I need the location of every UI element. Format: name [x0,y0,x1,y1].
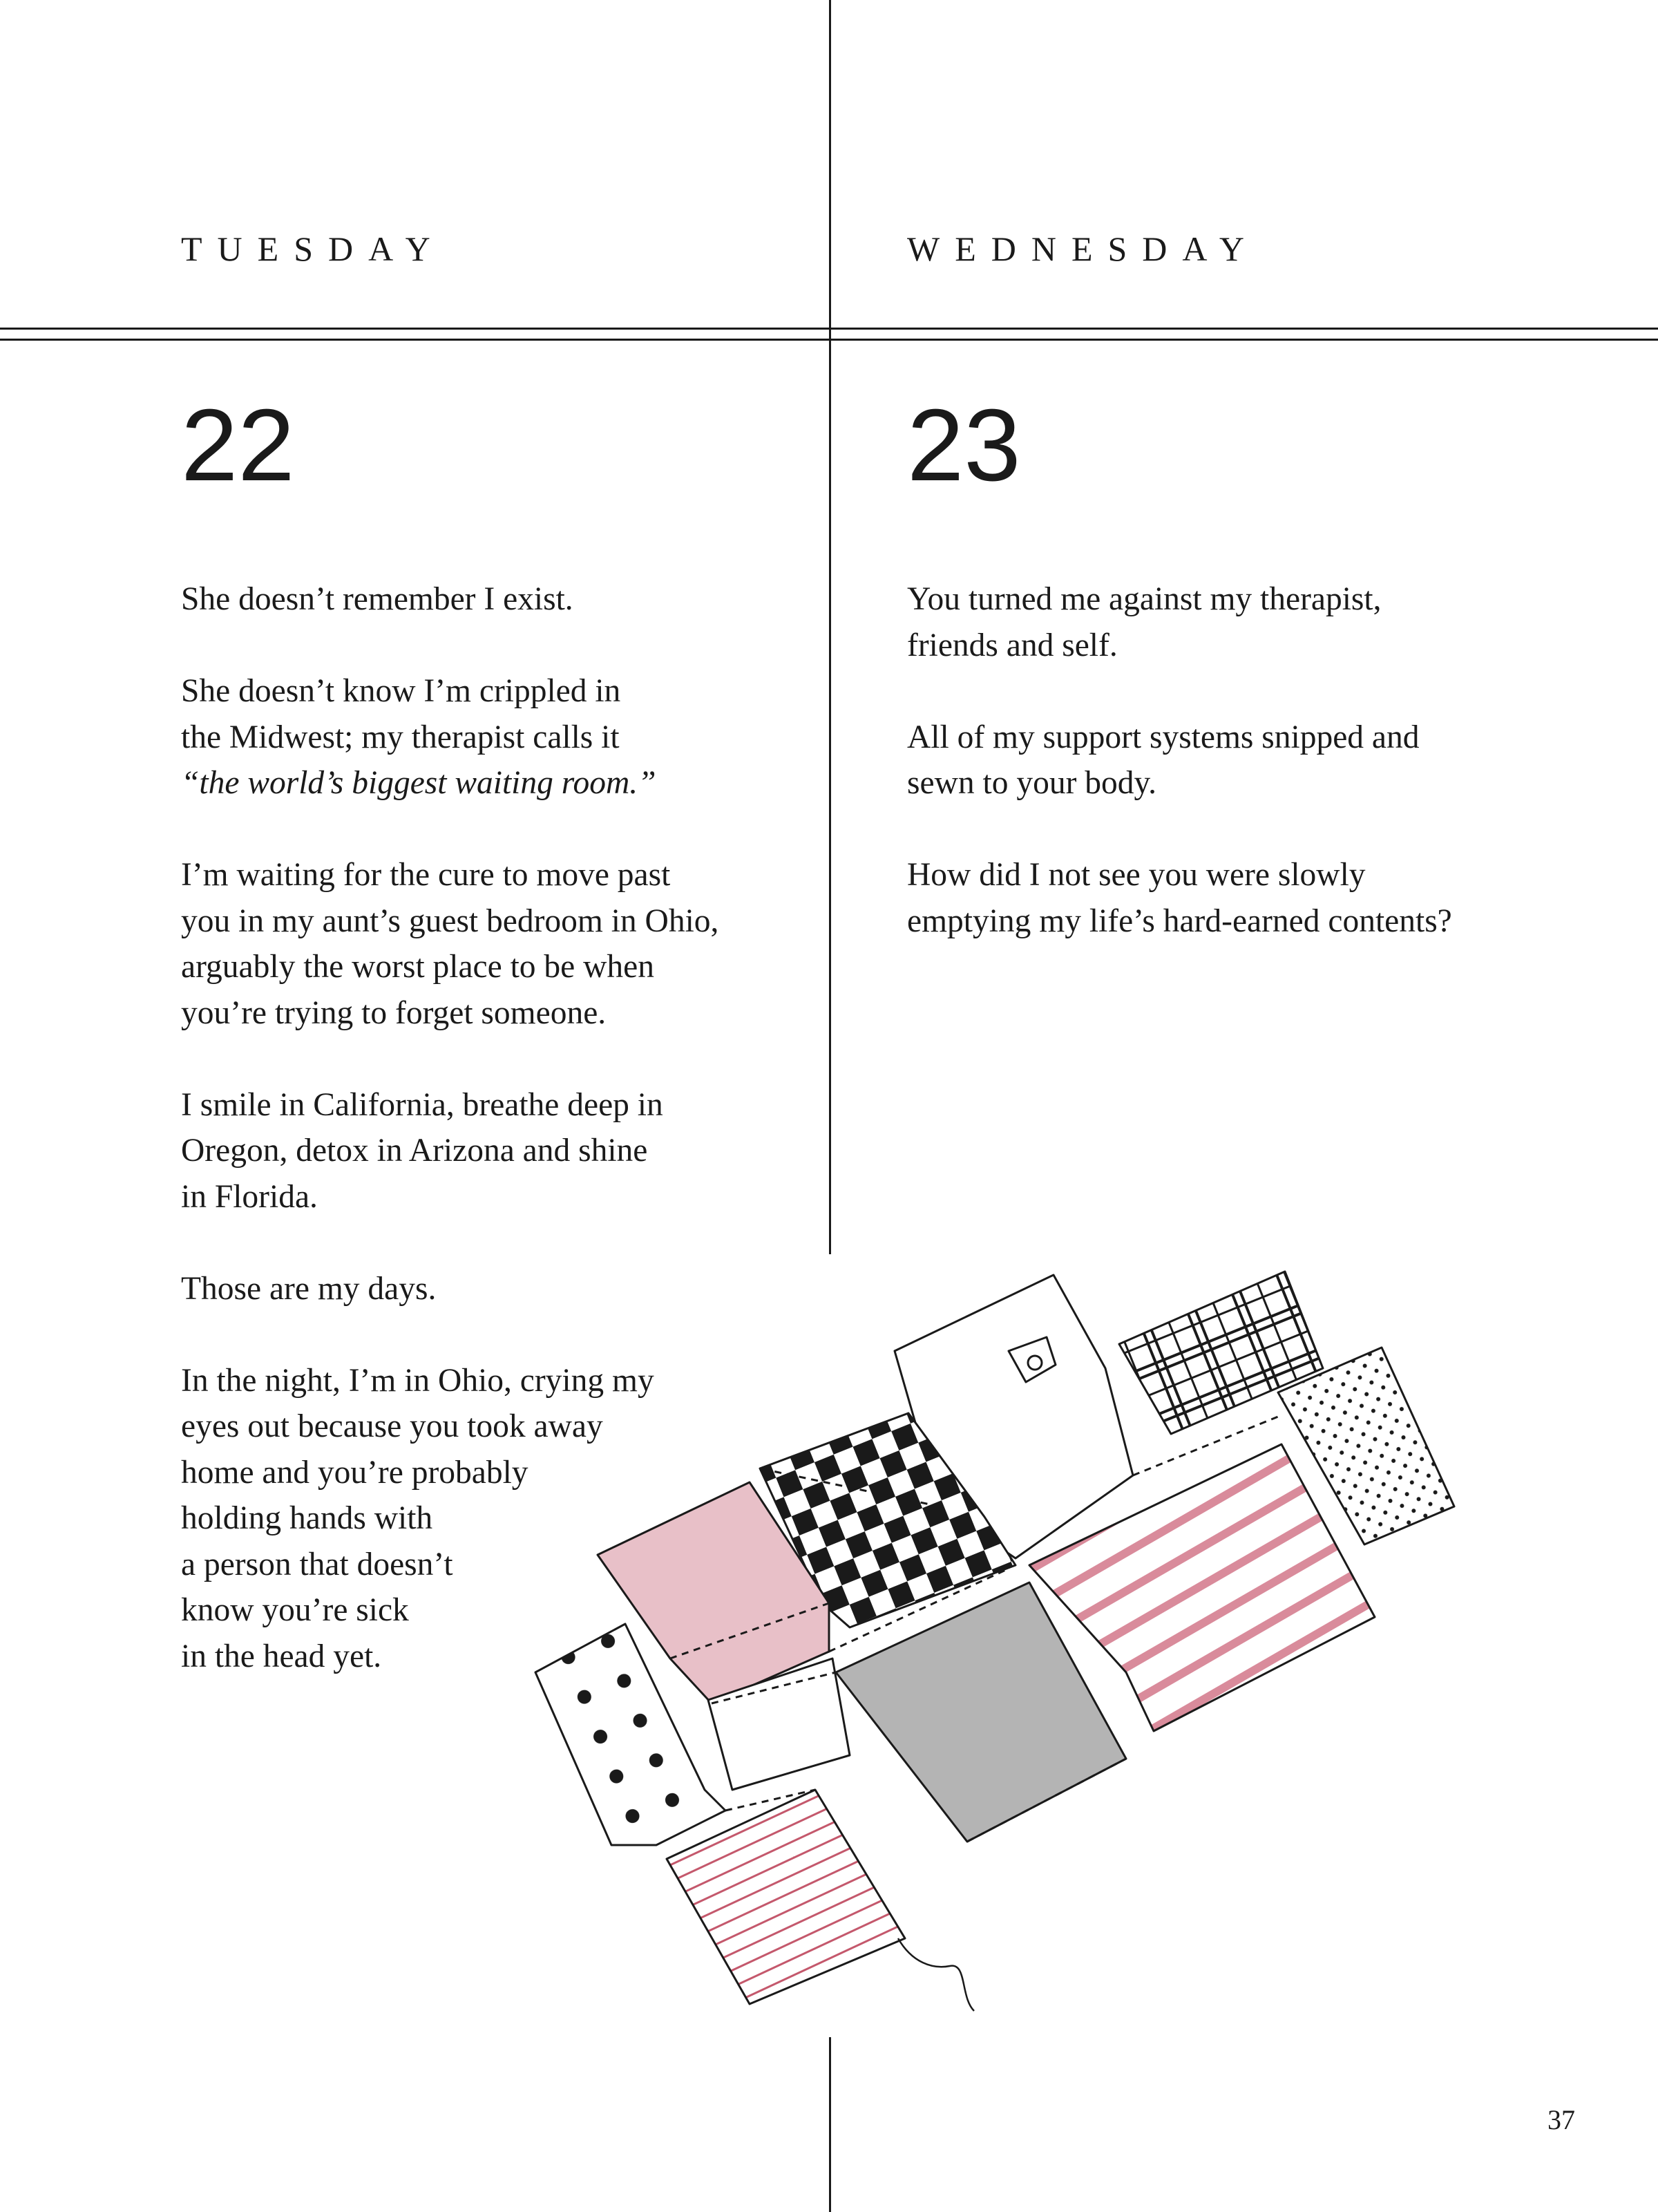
poem-line: Those are my days. [181,1270,437,1307]
stanza [907,852,1452,944]
poem-wednesday [907,576,1452,944]
poem-line: you’re trying to forget someone. [181,994,607,1031]
poem-line: in Florida. [181,1178,318,1215]
header-rule-lower [0,339,1658,341]
stanza [181,1082,718,1220]
stanza [907,576,1452,668]
header-rule-upper [0,328,1658,330]
column-divider-bottom [829,2037,831,2212]
stanza [907,715,1452,806]
poem-line: How did I not see you were slowly [907,857,1366,893]
poem-line: in the head yet. [181,1638,382,1674]
poem-line: the Midwest; my therapist calls it [181,719,620,755]
poem-line: holding hands with [181,1500,433,1536]
poem-line: know you’re sick [181,1592,409,1628]
poem-line: arguably the worst place to be when [181,949,655,985]
poem-line: Oregon, detox in Arizona and shine [181,1133,648,1169]
day-name-wednesday: WEDNESDAY [907,229,1260,268]
stanza [181,576,718,623]
poem-line: eyes out because you took away [181,1408,603,1444]
day-number-23: 23 [907,388,1021,502]
poem-line: She doesn’t remember I exist. [181,581,573,617]
poem-line: “the world’s biggest waiting room.” [181,765,656,801]
poem-line: She doesn’t know I’m crippled in [181,673,621,709]
poem-line: You turned me against my therapist, [907,581,1382,617]
stanza [181,668,718,806]
poem-line: I’m waiting for the cure to move past [181,857,671,893]
poem-line: friends and self. [907,627,1118,663]
poem-line: home and you’re probably [181,1454,528,1491]
needle-thread-icon [898,1938,974,2011]
page-number: 37 [1547,2104,1575,2135]
poem-line: emptying my life’s hard-earned contents? [907,902,1452,939]
patchwork-quilt-illustration [525,1244,1520,2059]
poem-line: I smile in California, breathe deep in [181,1086,663,1123]
poem-line: you in my aunt’s guest bedroom in Ohio, [181,902,719,939]
poem-line: In the night, I’m in Ohio, crying my [181,1362,654,1399]
poem-line: sewn to your body. [907,765,1157,801]
button-icon [1028,1356,1042,1370]
poem-line: a person that doesn’t [181,1546,453,1582]
day-name-tuesday: TUESDAY [181,229,446,268]
day-number-22: 22 [181,388,295,502]
stanza [181,852,718,1036]
poem-line: All of my support systems snipped and [907,719,1420,755]
column-divider-top [829,0,831,1254]
